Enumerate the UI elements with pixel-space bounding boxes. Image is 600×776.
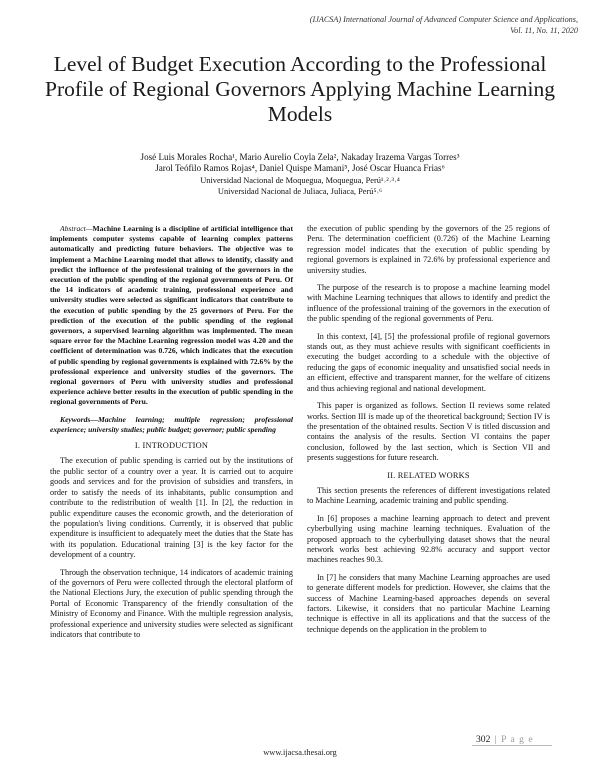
abstract-label: Abstract— xyxy=(60,224,93,233)
keywords xyxy=(50,415,293,435)
author-line-2: Jarol Teófilo Ramos Rojas⁴, Daniel Quispe Mamani⁵, José Oscar Huanca Frias⁶ xyxy=(155,163,445,174)
page-separator: | xyxy=(494,734,497,745)
right-column xyxy=(307,224,550,642)
left-column xyxy=(50,224,293,647)
author-line-1: José Luis Morales Rocha¹, Mario Aurelio Coyla Zela², Nakaday Irazema Vargas Torres³ xyxy=(140,152,460,162)
abstract xyxy=(50,224,293,408)
related-paragraph-3: In [7] he considers that many Machine Learning approaches are used to generate different models for prediction. However, she claims that the success of Machine Learning-based approaches depends on several factors. Likewise, it considers that no particular Machine Learning technique is effective in all its applications and that the success of the technique depends on the application in the problem to xyxy=(307,572,550,634)
affiliation-2: Universidad Nacional de Juliaca, Juliaca, Perú⁵˒⁶ xyxy=(217,187,383,197)
related-paragraph-1: This section presents the references of different investigations related to Machine Learning, academic training and public spending. xyxy=(307,485,550,506)
affiliation-1: Universidad Nacional de Moquegua, Moquegua, Perú¹˒²˒³˒⁴ xyxy=(200,175,400,185)
page-word: P a g e xyxy=(501,734,534,745)
intro-paragraph-3: the execution of public spending by the governors of the 25 regions of Peru. The determination coefficient (0.726) of the Machine Learning regression model indicates that the execution of public spending by regional governors is explained in 72.6% by professional experience and university studies. xyxy=(307,224,550,275)
intro-paragraph-6: This paper is organized as follows. Section II reviews some related works. Section III is made up of the theoretical background; Section IV is the presentation of the obtained results. Section V is titled discussion and contains the analysis of the results. Section VI contains the paper conclusion, followed by the last section, which is Section VII and presents suggestions for future research. xyxy=(307,401,550,463)
running-header xyxy=(158,14,578,36)
footer-rule xyxy=(472,745,552,746)
keywords-text: Machine learning; multiple regression; professional experience; university studies; public budget; governor; public spending xyxy=(50,414,293,434)
abstract-text: Machine Learning is a discipline of artificial intelligence that implements computer systems capable of learning complex patterns automatically and predicting future behaviors. The objective was to implement a Machine Learning model that allows to identify, classify and predict the influence of the professional training of the governors in the execution of the public spending of the regional governments of Peru. Of the 14 indicators of academic training, professional experience and university studies were selected as significant indicators that contribute to the execution of public spending by the 25 governors of Peru. For the prediction of the execution of the public spending of the regional governors, a supervised learning algorithm was implemented. The mean square error for the Machine Learning regression model was 4.20 and the coefficient of determination was 0.726, which indicates that the execution of public spending by regional governments is explained with 72.6% by the professional experience and university studies of the governors. The regional governors of Peru with university studies and professional experience achieve better results in the execution of public spending in the regional governments of Peru. xyxy=(50,224,293,407)
paper-title: Level of Budget Execution According to the Professional Profile of Regional Governors Applying Machine Learning Models xyxy=(45,52,555,126)
related-paragraph-2: In [6] proposes a machine learning approach to detect and prevent cyberbullying using machine learning techniques. Evaluation of the proposed approach to the cyberbullying dataset shows that the neural network works best achieving 92.8% accuracy and support vector machines reaches 90.3. xyxy=(307,513,550,565)
intro-paragraph-5: In this context, [4], [5] the professional profile of regional governors stands out, as they must achieve results with significant coefficients in executing the budget according to a schedule with the objective of reducing the gaps of economic inequality and unsatisfied social needs in an efficient, effective and transparent manner, for the welfare of citizens and thus achieving regional and national development. xyxy=(307,331,550,393)
intro-paragraph-4: The purpose of the research is to propose a machine learning model with Machine Learning techniques that allows to identify and predict the influence of the professional training of the governors in the execution of the public spending of the regional governments of Peru. xyxy=(307,283,550,324)
intro-paragraph-1: The execution of public spending is carried out by the institutions of the public sector of a country over a year. It is carried out to acquire goods and services and for the provision of subsidies and transfers, in order to satisfy the needs of its inhabitants, public consumption and contribute to the redistribution of wealth [1]. In [2], the reduction in public expenditure causes the economic growth, and the deterioration of the population's living conditions. Currently, it is observed that public expenditure is insufficient to adequately meet the duties that the State has with its population. Educational training [3] is the key factor for the development of a country. xyxy=(50,456,293,560)
footer-url: www.ijacsa.thesai.org xyxy=(263,748,337,757)
author-block xyxy=(60,152,540,198)
journal-name: (IJACSA) International Journal of Advanced Computer Science and Applications, xyxy=(309,15,578,24)
journal-volume: Vol. 11, No. 11, 2020 xyxy=(510,26,578,35)
intro-paragraph-2: Through the observation technique, 14 indicators of academic training of the governors of Peru were collected through the electoral platform of the National Elections Jury, the execution of public spending through the Portal of Economic Transparency of the friendly consultation of the Ministry of Economy and Finance. With the multiple regression analysis, professional experience and university studies were selected as significant indicators that contribute to xyxy=(50,567,293,639)
section-heading-introduction: I. INTRODUCTION xyxy=(134,441,209,451)
keywords-label: Keywords— xyxy=(60,414,98,424)
section-heading-related-works: II. RELATED WORKS xyxy=(387,470,470,480)
page-number xyxy=(476,734,534,745)
page-number-value: 302 xyxy=(476,734,491,745)
